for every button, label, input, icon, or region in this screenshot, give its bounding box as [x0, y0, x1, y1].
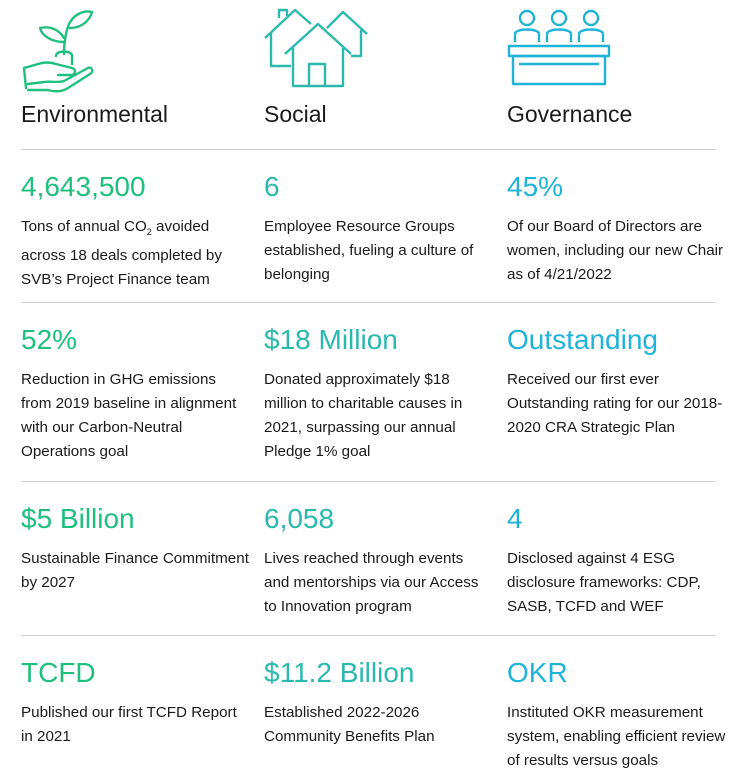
board-of-directors-icon	[507, 6, 611, 86]
stat-value: $11.2 Billion	[264, 657, 415, 688]
stat-cell-social	[264, 170, 492, 287]
stat-description: Published our first TCFD Report in 2021	[21, 704, 237, 745]
stat-description: Instituted OKR measurement system, enabling efficient review of results versus goals	[507, 704, 726, 769]
stat-cell-environmental	[21, 656, 249, 749]
stat-description: Lives reached through events and mentorships via our Access to Innovation program	[264, 550, 479, 615]
stat-description: Reduction in GHG emissions from 2019 baseline in alignment with our Carbon-Neutral Operations goal	[21, 371, 237, 460]
stat-description: Employee Resource Groups established, fueling a culture of belonging	[264, 218, 474, 283]
stat-value: 52%	[21, 324, 78, 355]
stat-description: Donated approximately $18 million to charitable causes in 2021, surpassing our annual Pledge 1% goal	[264, 371, 463, 460]
stat-cell-social	[264, 502, 492, 619]
divider	[21, 302, 716, 303]
stat-value: TCFD	[21, 657, 96, 688]
divider	[21, 481, 716, 482]
column-title-social: Social	[264, 101, 327, 127]
stat-description: Sustainable Finance Commitment by 2027	[21, 550, 249, 591]
stat-value: Outstanding	[507, 324, 658, 355]
column-title-environmental: Environmental	[21, 101, 169, 127]
stat-value: OKR	[507, 657, 568, 688]
stat-value: $18 Million	[264, 324, 398, 355]
stat-value: 4,643,500	[21, 171, 146, 202]
stat-value: $5 Billion	[21, 503, 135, 534]
houses-icon	[263, 6, 369, 90]
stat-value: 6,058	[264, 503, 335, 534]
stat-description: Of our Board of Directors are women, including our new Chair as of 4/21/2022	[507, 218, 724, 283]
plant-hand-icon	[20, 6, 110, 96]
column-title-governance: Governance	[507, 101, 633, 127]
divider	[21, 149, 716, 150]
stat-description: Disclosed against 4 ESG disclosure frameworks: CDP, SASB, TCFD and WEF	[507, 550, 701, 615]
divider	[21, 635, 716, 636]
stat-description: Tons of annual $CO_2$ avoided across 18 deals completed by SVB’s Project Finance team	[21, 218, 222, 289]
stat-cell-environmental	[21, 502, 249, 595]
stat-cell-governance	[507, 502, 735, 619]
stat-value: 4	[507, 503, 523, 534]
stat-cell-social	[264, 323, 492, 464]
stat-cell-governance	[507, 323, 735, 440]
stat-value: 6	[264, 171, 280, 202]
stat-cell-governance	[507, 656, 735, 773]
stat-cell-governance	[507, 170, 735, 287]
stat-description: Received our first ever Outstanding rating for our 2018-2020 CRA Strategic Plan	[507, 371, 723, 436]
stat-cell-environmental	[21, 323, 249, 464]
stat-value: 45%	[507, 171, 564, 202]
stat-description: Established 2022-2026 Community Benefits Plan	[264, 704, 435, 745]
stat-cell-environmental	[21, 170, 249, 292]
stat-cell-social	[264, 656, 492, 749]
